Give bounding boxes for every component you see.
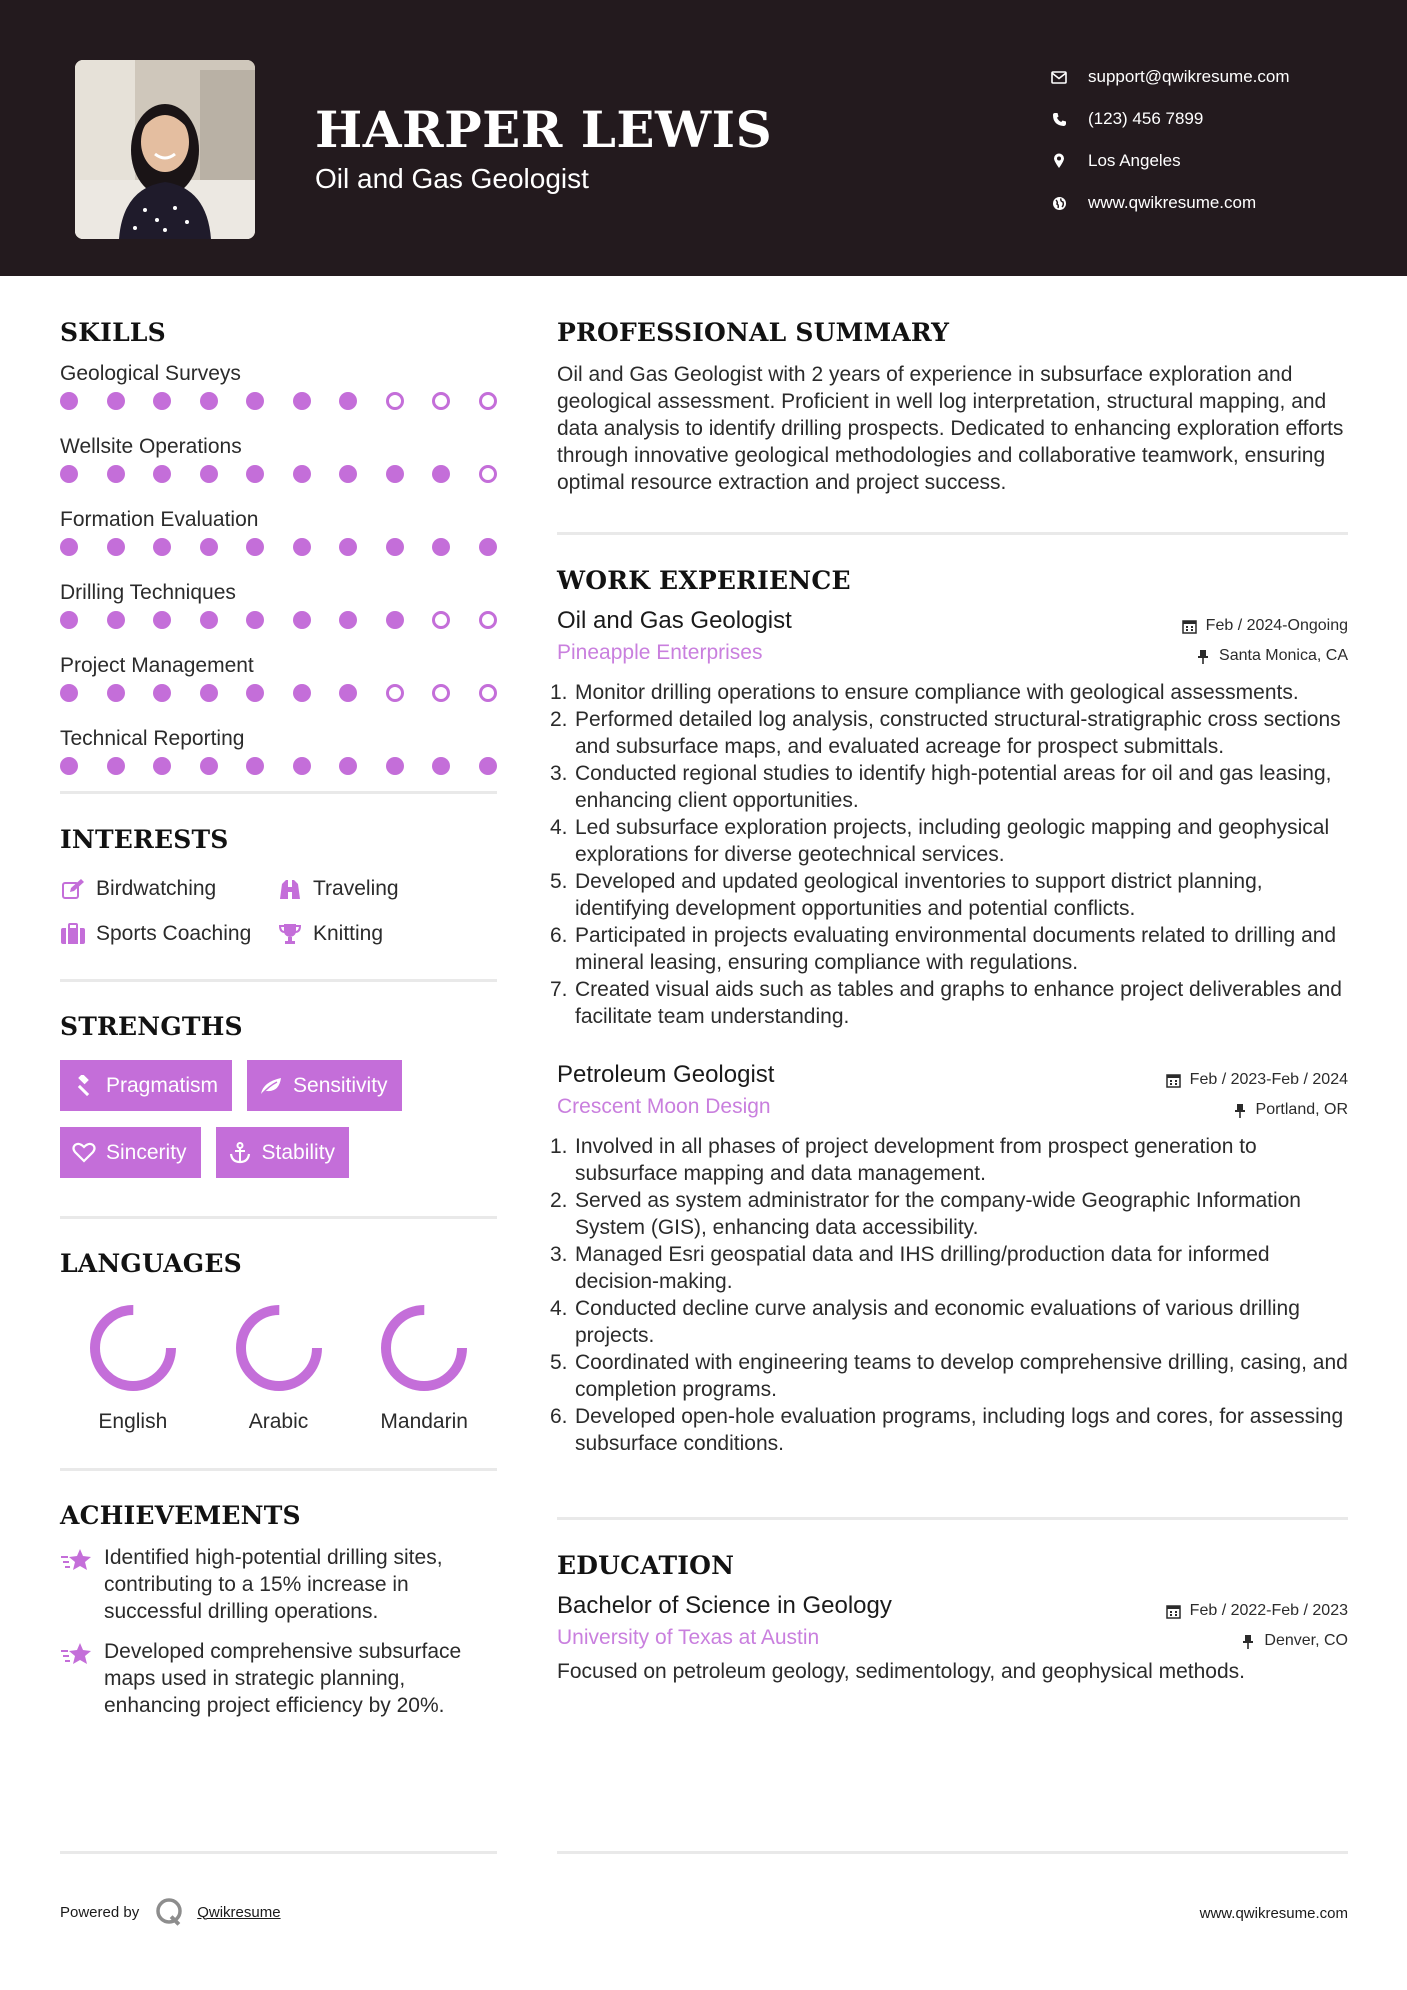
rating-dot-filled <box>153 465 171 483</box>
job-header <box>557 1061 1348 1089</box>
rating-dot-filled <box>153 684 171 702</box>
duty-text: Involved in all phases of project development from prospect generation to subsurface mapping and data management. <box>575 1135 1257 1185</box>
language-label: English <box>98 1410 168 1433</box>
strength-label: Sincerity <box>106 1140 187 1164</box>
duty-item <box>550 976 1348 1030</box>
interest-label: Birdwatching <box>96 876 217 900</box>
rating-dot-filled <box>200 757 218 775</box>
contact-location <box>1050 140 1370 182</box>
section-divider <box>60 791 497 794</box>
job-header <box>557 607 1348 635</box>
powered-by-text: Powered by <box>60 1903 140 1921</box>
skill-rating <box>60 461 497 487</box>
rating-dot-filled <box>200 465 218 483</box>
education-description: Focused on petroleum geology, sedimentology, and geophysical methods. <box>557 1660 1245 1683</box>
rating-dot-filled <box>246 538 264 556</box>
section-divider <box>557 1517 1348 1520</box>
language-label: Mandarin <box>380 1410 468 1433</box>
skill-name: Formation Evaluation <box>60 508 259 531</box>
duty-item <box>550 1403 1348 1457</box>
strength-tag <box>216 1127 350 1178</box>
rating-dot-filled <box>293 611 311 629</box>
rating-dot-filled <box>60 392 78 410</box>
rating-dot-filled <box>200 538 218 556</box>
rating-dot-empty <box>479 684 497 702</box>
rating-dot-filled <box>246 611 264 629</box>
rating-dot-filled <box>293 465 311 483</box>
rating-dot-empty <box>386 392 404 410</box>
achievements-heading: ACHIEVEMENTS <box>60 1501 301 1530</box>
rating-dot-filled <box>479 757 497 775</box>
summary-text: Oil and Gas Geologist with 2 years of experience in subsurface exploration and geological assessment. Proficient in well log interpretation, structural mapping, and data analysis to identify drilling prospects. Dedicated to enhancing exploration efforts through innovative geological methodologies and collaborative teamwork, ensuring optimal resource extraction and project success. <box>557 363 1344 494</box>
interests-section <box>60 825 497 948</box>
skill-rating <box>60 680 497 706</box>
duty-text: Developed and updated geological inventories to support district planning, identifying development opportunities and potential conflicts. <box>575 870 1263 920</box>
language-item <box>60 1300 206 1434</box>
job-date <box>1182 617 1348 635</box>
contact-phone-text: (123) 456 7899 <box>1088 109 1204 128</box>
rating-dot-empty <box>432 392 450 410</box>
duty-item <box>550 1295 1348 1349</box>
rating-dot-filled <box>246 465 264 483</box>
rating-dot-filled <box>386 538 404 556</box>
education-date <box>1166 1602 1348 1620</box>
strength-label: Sensitivity <box>293 1073 388 1097</box>
jobs-list <box>550 607 1348 1457</box>
duty-text: Served as system administrator for the company-wide Geographic Information System (GIS), enhancing data accessibility. <box>575 1189 1301 1239</box>
envelope-icon <box>1050 68 1068 86</box>
qwikresume-link[interactable]: Qwikresume <box>197 1903 281 1921</box>
rating-dot-filled <box>386 465 404 483</box>
achievement-text: Developed comprehensive subsurface maps used in strategic planning, enhancing project efficiency by 20%. <box>104 1640 462 1717</box>
rating-dot-empty <box>479 465 497 483</box>
languages-heading: LANGUAGES <box>60 1249 242 1278</box>
right-column <box>550 318 1348 1685</box>
rating-dot-filled <box>60 611 78 629</box>
job-date <box>1166 1071 1348 1089</box>
skill-item <box>60 505 497 560</box>
rating-dot-filled <box>339 684 357 702</box>
school-name: University of Texas at Austin <box>557 1626 820 1649</box>
rating-dot-filled <box>386 611 404 629</box>
duty-text: Participated in projects evaluating environmental documents related to drilling and mineral leasing, ensuring compliance with regulations. <box>575 924 1337 974</box>
duty-text: Managed Esri geospatial data and IHS drilling/production data for informed decision-making. <box>575 1243 1270 1293</box>
job-entry <box>550 607 1348 1030</box>
duty-text: Conducted decline curve analysis and economic evaluations of various drilling projects. <box>575 1297 1300 1347</box>
skill-item <box>60 432 497 487</box>
strengths-section <box>60 1012 497 1178</box>
resume-header <box>0 0 1407 276</box>
pushpin-icon <box>1195 648 1211 664</box>
skill-rating <box>60 534 497 560</box>
duty-item <box>550 1241 1348 1295</box>
duty-number: 2. <box>550 708 568 731</box>
languages-list <box>60 1300 497 1434</box>
duty-text: Monitor drilling operations to ensure compliance with geological assessments. <box>575 681 1299 704</box>
duty-item <box>550 679 1348 706</box>
language-label: Arabic <box>248 1410 309 1433</box>
language-level-arc <box>241 1310 317 1386</box>
education-location-text: Denver, CO <box>1264 1632 1348 1649</box>
skill-rating <box>60 388 497 414</box>
rating-dot-filled <box>432 538 450 556</box>
strengths-heading: STRENGTHS <box>60 1012 243 1041</box>
job-location <box>1232 1101 1348 1119</box>
skill-name: Drilling Techniques <box>60 581 236 604</box>
job-location <box>1195 647 1348 665</box>
education-location <box>1240 1632 1348 1650</box>
rating-dot-filled <box>339 538 357 556</box>
experience-section <box>550 566 1348 1457</box>
rating-dot-filled <box>200 392 218 410</box>
duty-number: 4. <box>550 1297 568 1320</box>
job-title: Oil and Gas Geologist <box>557 607 792 634</box>
education-heading: EDUCATION <box>557 1551 735 1580</box>
rating-dot-filled <box>60 757 78 775</box>
summary-section <box>557 318 1348 496</box>
rating-dot-filled <box>153 611 171 629</box>
company-name: Pineapple Enterprises <box>557 641 763 664</box>
section-divider <box>557 1851 1348 1854</box>
rating-dot-filled <box>153 538 171 556</box>
duty-item <box>550 760 1348 814</box>
duty-item <box>550 868 1348 922</box>
duty-text: Conducted regional studies to identify high-potential areas for oil and gas leasing, enhancing client opportunities. <box>575 762 1332 812</box>
pushpin-icon <box>1240 1633 1256 1649</box>
star-badge-icon <box>60 1640 94 1668</box>
rating-dot-filled <box>60 465 78 483</box>
section-divider <box>60 979 497 982</box>
education-header <box>557 1592 1348 1620</box>
contact-email-text: support@qwikresume.com <box>1088 67 1290 86</box>
trophy-icon <box>277 921 303 947</box>
skill-item <box>60 359 497 414</box>
job-title: Petroleum Geologist <box>557 1061 775 1088</box>
rating-dot-empty <box>432 611 450 629</box>
skills-list <box>60 359 497 779</box>
skills-heading: SKILLS <box>60 318 166 347</box>
education-date-text: Feb / 2022-Feb / 2023 <box>1189 1602 1348 1619</box>
phone-icon <box>1050 110 1068 128</box>
interest-item <box>60 874 277 903</box>
rating-dot-filled <box>293 757 311 775</box>
rating-dot-filled <box>339 611 357 629</box>
interest-item <box>277 874 477 903</box>
interest-item <box>277 919 477 948</box>
duty-number: 3. <box>550 762 568 785</box>
duty-number: 1. <box>550 681 568 704</box>
strength-tag <box>60 1127 201 1178</box>
briefcase-icon <box>60 921 86 947</box>
duty-text: Created visual aids such as tables and graphs to enhance project deliverables and facilitate team understanding. <box>575 978 1342 1028</box>
language-level-arc <box>386 1310 462 1386</box>
calendar-icon <box>1182 618 1198 634</box>
education-subheader <box>557 1626 1348 1650</box>
duty-number: 4. <box>550 816 568 839</box>
skill-item <box>60 651 497 706</box>
rating-dot-filled <box>432 757 450 775</box>
candidate-title: Oil and Gas Geologist <box>315 163 589 194</box>
section-divider <box>557 532 1348 535</box>
binoculars-icon <box>277 876 303 902</box>
job-entry <box>550 1061 1348 1457</box>
job-location-text: Santa Monica, CA <box>1219 647 1348 664</box>
anchor-icon <box>228 1141 252 1165</box>
rating-dot-filled <box>246 757 264 775</box>
globe-icon <box>1050 194 1068 212</box>
rating-dot-filled <box>293 392 311 410</box>
rating-dot-filled <box>479 538 497 556</box>
company-name: Crescent Moon Design <box>557 1095 771 1118</box>
contact-website[interactable] <box>1050 182 1370 224</box>
duty-text: Performed detailed log analysis, constructed structural-stratigraphic cross sections and subsurface maps, and evaluated acreage for prospect submittals. <box>575 708 1341 758</box>
qwikresume-logo-icon <box>155 1897 185 1927</box>
duty-number: 3. <box>550 1243 568 1266</box>
contact-location-text: Los Angeles <box>1088 151 1181 170</box>
interest-label: Traveling <box>313 876 399 900</box>
rating-dot-filled <box>107 538 125 556</box>
skill-rating <box>60 607 497 633</box>
job-location-text: Portland, OR <box>1255 1101 1348 1118</box>
rating-dot-filled <box>200 611 218 629</box>
rating-dot-filled <box>246 392 264 410</box>
contact-email[interactable] <box>1050 56 1370 98</box>
heart-icon <box>72 1141 96 1165</box>
degree-title: Bachelor of Science in Geology <box>557 1592 892 1619</box>
rating-dot-filled <box>107 611 125 629</box>
rating-dot-filled <box>246 684 264 702</box>
language-proficiency-ring <box>376 1300 472 1396</box>
job-duties <box>550 1133 1348 1457</box>
rating-dot-filled <box>107 684 125 702</box>
language-proficiency-ring <box>85 1300 181 1396</box>
contact-list <box>1050 56 1370 224</box>
duty-number: 7. <box>550 978 568 1001</box>
duty-text: Developed open-hole evaluation programs, including logs and cores, for assessing subsurface conditions. <box>575 1405 1344 1455</box>
job-date-text: Feb / 2023-Feb / 2024 <box>1189 1071 1348 1088</box>
rating-dot-empty <box>386 684 404 702</box>
duty-item <box>550 1187 1348 1241</box>
duty-item <box>550 1349 1348 1403</box>
language-level-arc <box>95 1310 171 1386</box>
skill-name: Wellsite Operations <box>60 435 242 458</box>
duty-number: 6. <box>550 924 568 947</box>
duty-item <box>550 922 1348 976</box>
calendar-icon <box>1166 1603 1182 1619</box>
rating-dot-filled <box>293 684 311 702</box>
candidate-name: HARPER LEWIS <box>315 100 773 159</box>
job-duties <box>550 679 1348 1030</box>
duty-item <box>550 706 1348 760</box>
skills-section <box>60 318 497 779</box>
profile-photo <box>75 60 255 239</box>
rating-dot-empty <box>479 611 497 629</box>
achievement-item <box>60 1638 497 1719</box>
job-date-text: Feb / 2024-Ongoing <box>1205 617 1348 634</box>
rating-dot-filled <box>432 465 450 483</box>
languages-section <box>60 1249 497 1434</box>
duty-text: Coordinated with engineering teams to develop comprehensive drilling, casing, and completion programs. <box>575 1351 1348 1401</box>
duty-number: 5. <box>550 870 568 893</box>
strength-tag <box>247 1060 402 1111</box>
pushpin-icon <box>1232 1102 1248 1118</box>
interest-label: Knitting <box>313 921 384 945</box>
job-subheader <box>557 1095 1348 1119</box>
rating-dot-empty <box>432 684 450 702</box>
contact-website-text: www.qwikresume.com <box>1088 193 1257 212</box>
rating-dot-filled <box>386 757 404 775</box>
skill-name: Geological Surveys <box>60 362 241 385</box>
summary-heading: PROFESSIONAL SUMMARY <box>557 318 950 347</box>
rating-dot-filled <box>60 538 78 556</box>
rating-dot-filled <box>60 684 78 702</box>
rating-dot-filled <box>153 757 171 775</box>
language-item <box>351 1300 497 1434</box>
section-divider <box>60 1851 497 1854</box>
rating-dot-filled <box>339 465 357 483</box>
language-proficiency-ring <box>231 1300 327 1396</box>
gavel-icon <box>72 1074 96 1098</box>
job-subheader <box>557 641 1348 665</box>
calendar-icon <box>1166 1072 1182 1088</box>
achievements-section <box>60 1501 497 1719</box>
experience-heading: WORK EXPERIENCE <box>557 566 851 595</box>
skill-rating <box>60 753 497 779</box>
skill-name: Project Management <box>60 654 254 677</box>
contact-phone[interactable] <box>1050 98 1370 140</box>
skill-item <box>60 724 497 779</box>
achievement-text: Identified high-potential drilling sites, contributing to a 15% increase in successful drilling operations. <box>104 1546 443 1623</box>
strength-label: Stability <box>261 1140 336 1164</box>
achievement-item <box>60 1544 497 1625</box>
leaf-icon <box>259 1074 283 1098</box>
rating-dot-filled <box>107 757 125 775</box>
skill-item <box>60 578 497 633</box>
strengths-list <box>60 1060 497 1178</box>
interest-label: Sports Coaching <box>96 921 252 945</box>
rating-dot-filled <box>339 757 357 775</box>
rating-dot-filled <box>293 538 311 556</box>
duty-number: 6. <box>550 1405 568 1428</box>
strength-label: Pragmatism <box>106 1073 219 1097</box>
duty-item <box>550 1133 1348 1187</box>
section-divider <box>60 1468 497 1471</box>
interests-heading: INTERESTS <box>60 825 229 854</box>
duty-number: 1. <box>550 1135 568 1158</box>
star-badge-icon <box>60 1546 94 1574</box>
duty-item <box>550 814 1348 868</box>
education-section <box>557 1551 1348 1685</box>
rating-dot-filled <box>107 465 125 483</box>
interests-list <box>60 874 497 948</box>
rating-dot-filled <box>339 392 357 410</box>
rating-dot-empty <box>479 392 497 410</box>
language-item <box>206 1300 352 1434</box>
section-divider <box>60 1216 497 1219</box>
left-column <box>60 318 497 1719</box>
rating-dot-filled <box>153 392 171 410</box>
strength-tag <box>60 1060 232 1111</box>
rating-dot-filled <box>107 392 125 410</box>
skill-name: Technical Reporting <box>60 727 245 750</box>
pencil-square-icon <box>60 876 86 902</box>
footer-branding <box>60 1897 281 1927</box>
footer-website[interactable]: www.qwikresume.com <box>1199 1905 1348 1922</box>
map-pin-icon <box>1050 152 1068 170</box>
duty-text: Led subsurface exploration projects, including geologic mapping and geophysical explorations for diverse geotechnical services. <box>575 816 1330 866</box>
interest-item <box>60 919 277 948</box>
duty-number: 5. <box>550 1351 568 1374</box>
duty-number: 2. <box>550 1189 568 1212</box>
rating-dot-filled <box>200 684 218 702</box>
